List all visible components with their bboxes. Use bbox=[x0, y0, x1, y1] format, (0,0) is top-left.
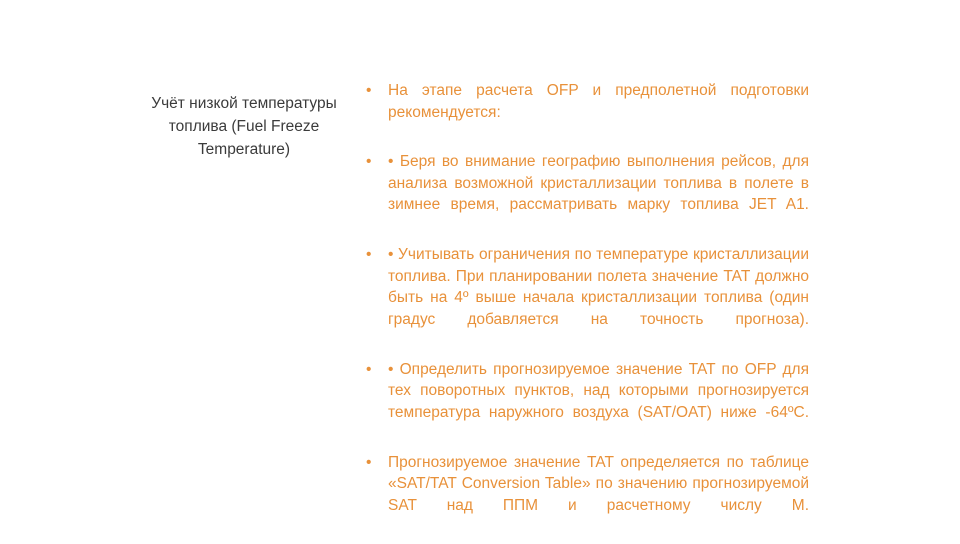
bullet-item bbox=[366, 80, 809, 145]
bullet-item bbox=[366, 151, 809, 237]
bullet-text: • Определить прогнозируемое значение TAT по OFP для тех поворотных пунктов, над которыми прогнозируется температура наружного воздуха (SAT/OAT) ниже -64ºC. bbox=[388, 360, 809, 421]
bullet-text: • Беря во внимание географию выполнения рейсов, для анализа возможной кристаллизации топлива в полете в зимнее время, рассматривать марку топлива JET A1. bbox=[388, 153, 809, 214]
bullet-text: На этапе расчета OFP и предполетной подготовки рекомендуется: bbox=[388, 82, 809, 121]
slide-title: Учёт низкой температуры топлива (Fuel Freeze Temperature) bbox=[151, 95, 337, 158]
bullet-marker-icon: • bbox=[366, 360, 372, 378]
bullet-list bbox=[366, 80, 809, 544]
bullet-text: Прогнозируемое значение TAT определяется по таблице «SAT/TAT Conversion Table» по значению прогнозируемой SAT над ППМ и расчетному числу M. bbox=[388, 453, 809, 514]
bullet-marker-icon: • bbox=[366, 153, 372, 171]
bullet-item bbox=[366, 244, 809, 352]
bullet-item bbox=[366, 359, 809, 445]
bullet-item bbox=[366, 452, 809, 538]
bullet-text: • Учитывать ограничения по температуре кристаллизации топлива. При планировании полета значение TAT должно быть на 4º выше начала кристаллизации топлива (один градус добавляется на точность прогноза). bbox=[388, 246, 809, 328]
bullet-marker-icon: • bbox=[366, 246, 372, 264]
bullet-marker-icon: • bbox=[366, 453, 372, 471]
bullet-marker-icon: • bbox=[366, 82, 372, 99]
